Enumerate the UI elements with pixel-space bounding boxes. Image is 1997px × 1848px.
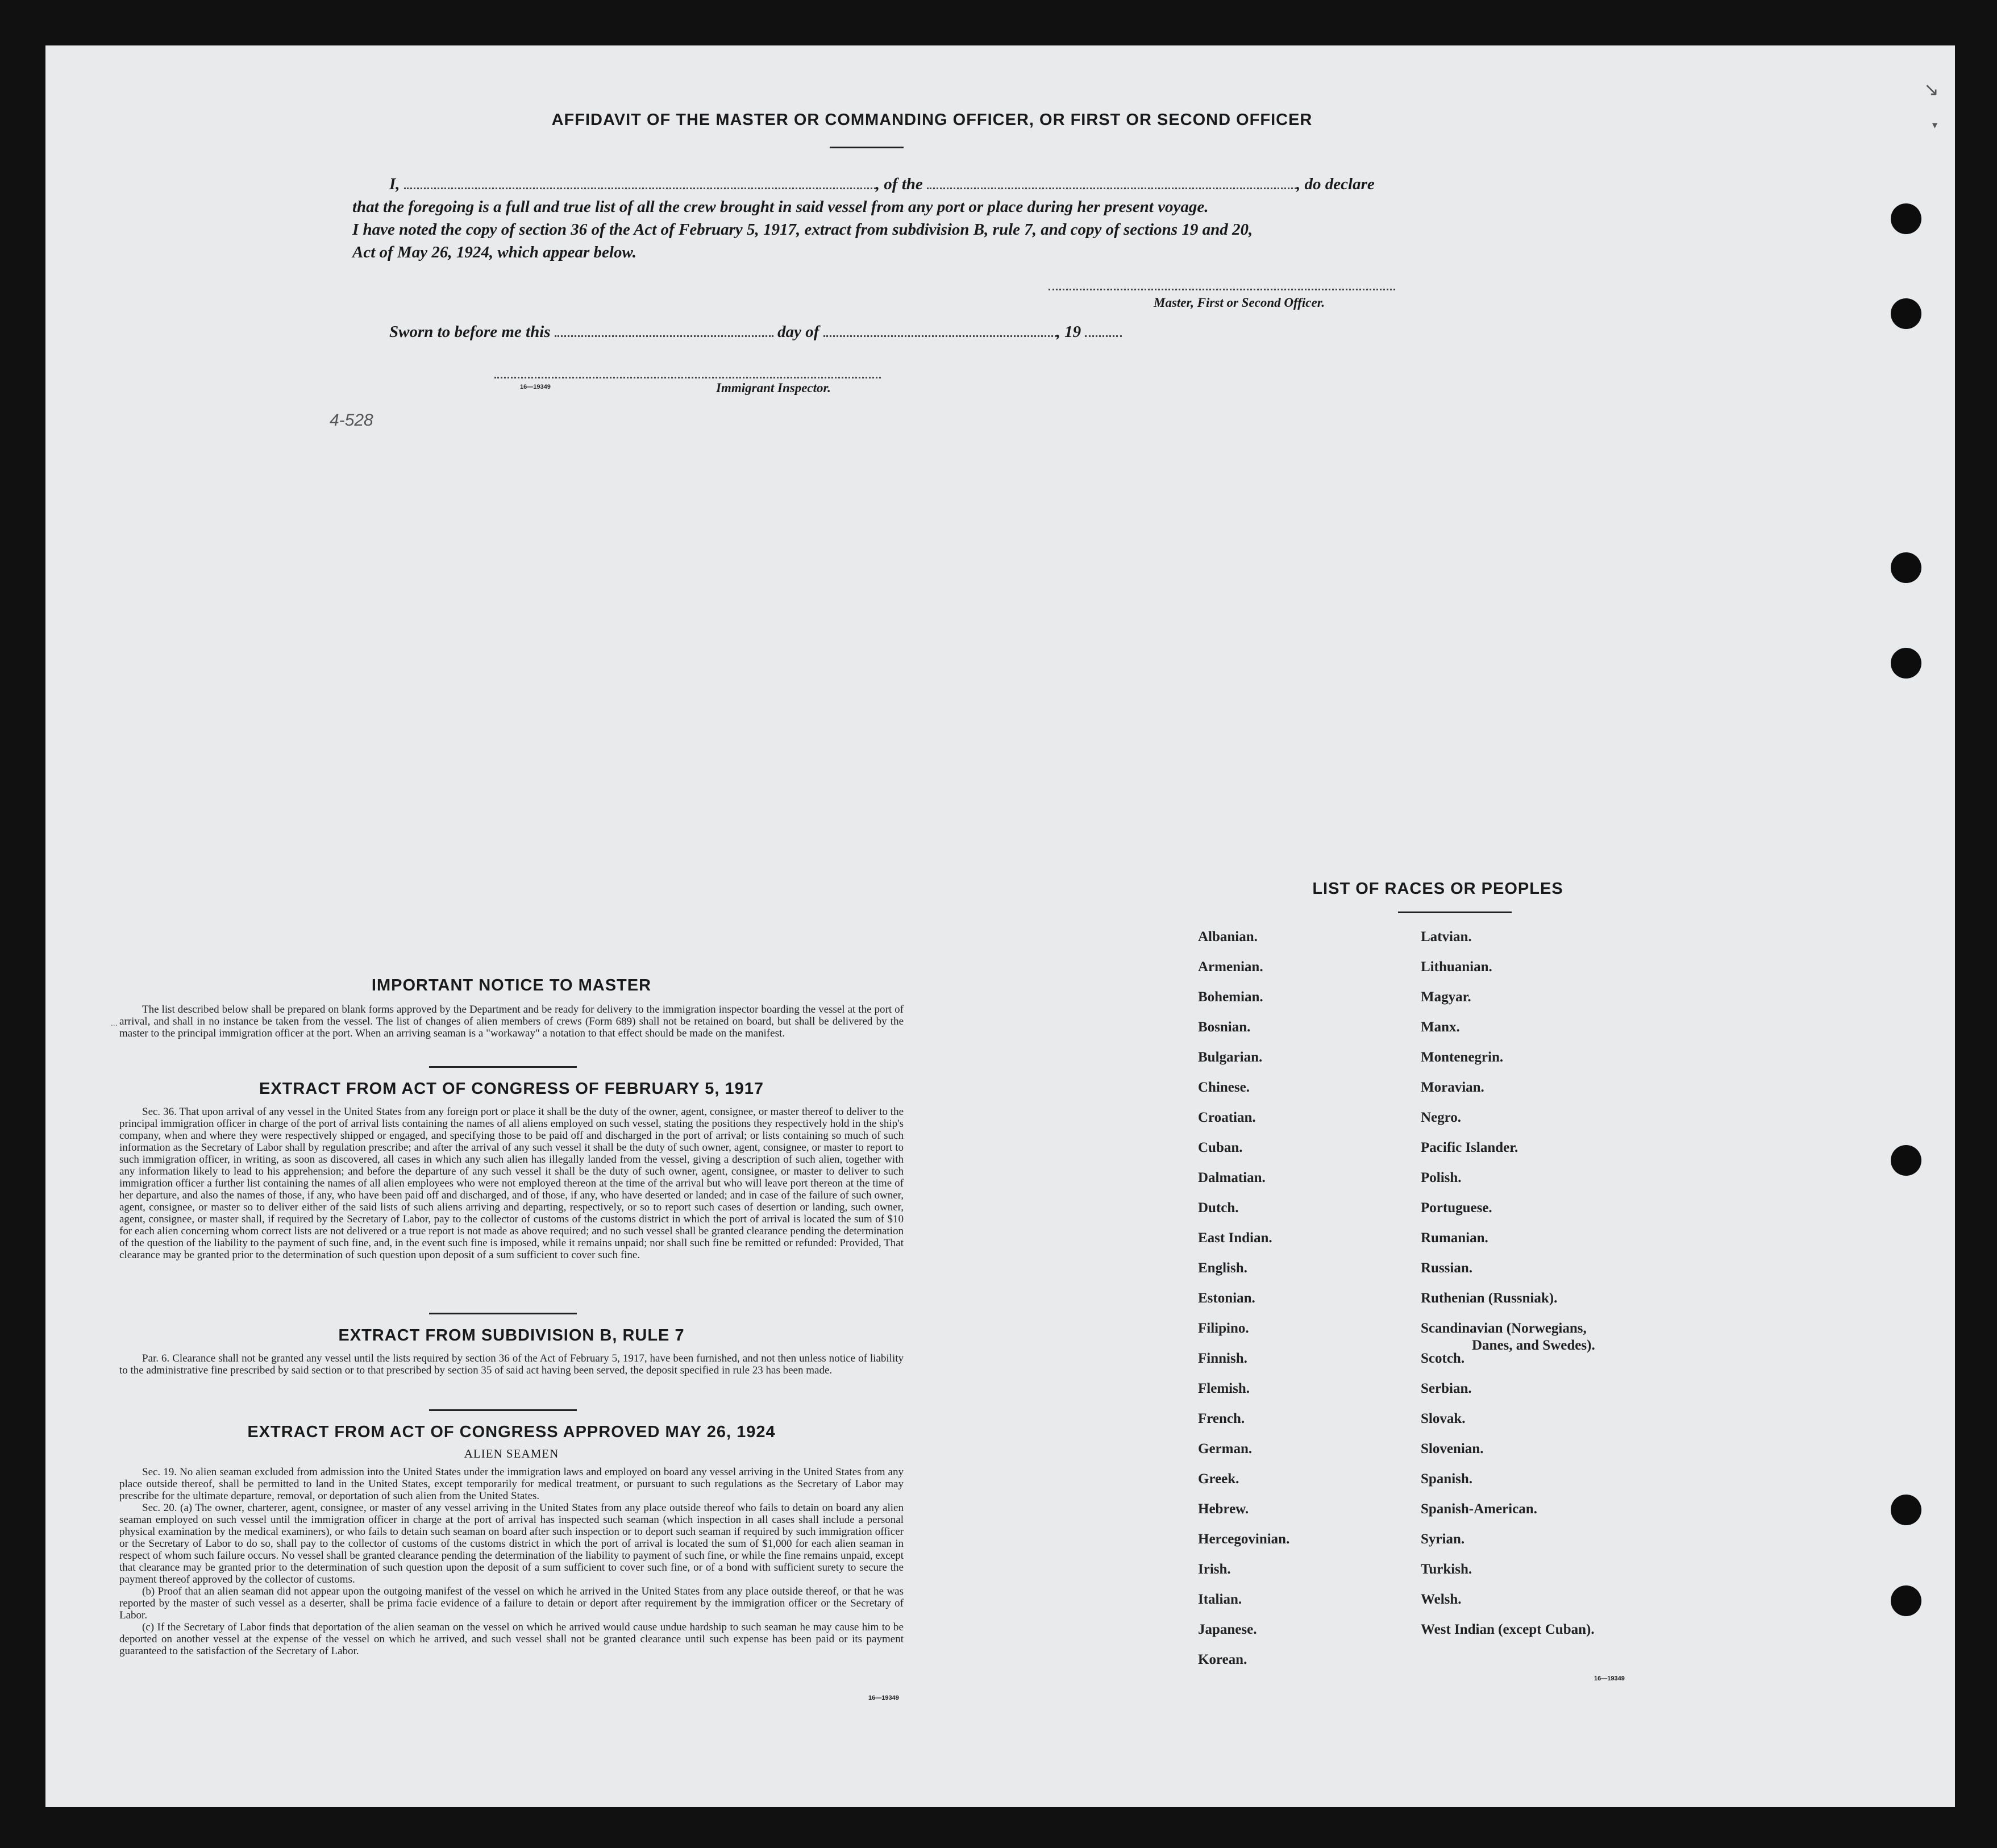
extract-1917-body bbox=[119, 1106, 904, 1261]
race-item: Slovak. bbox=[1421, 1411, 1466, 1426]
form-page bbox=[45, 45, 1955, 1807]
name-blank bbox=[404, 188, 876, 189]
race-item: Turkish. bbox=[1421, 1562, 1472, 1577]
race-item: Negro. bbox=[1421, 1110, 1462, 1125]
notice-paragraph: The list described below shall be prepared on blank forms approved by the Department and be ready for delivery to the immigration inspector boarding the vessel at the port of arrival, and shall in no instance be taken from the vessel. The list of changes of alien members of crews (Form 689) shall not be retained on board, but shall be delivered by the master to the principal immigration officer at the port. When an arriving seaman is a "workaway" a notation to that effect should be made on the manifest. bbox=[119, 1004, 904, 1039]
race-item: Russian. bbox=[1421, 1260, 1473, 1276]
line1-of-the: , of the bbox=[875, 175, 923, 193]
divider bbox=[429, 1409, 577, 1411]
race-item: Magyar. bbox=[1421, 989, 1471, 1005]
race-item: Bulgarian. bbox=[1198, 1050, 1263, 1065]
race-item: Spanish. bbox=[1421, 1471, 1473, 1487]
race-item: Welsh. bbox=[1421, 1592, 1462, 1607]
master-signature-label: Master, First or Second Officer. bbox=[1154, 295, 1325, 310]
divider bbox=[429, 1313, 577, 1314]
race-item: Croatian. bbox=[1198, 1110, 1256, 1125]
race-item: Danes, and Swedes). bbox=[1472, 1338, 1595, 1353]
affidavit-line-1 bbox=[389, 175, 1375, 194]
race-item: German. bbox=[1198, 1441, 1253, 1456]
affidavit-line-2: that the foregoing is a full and true list of all the crew brought in said vessel from any port or place during her present voyage. bbox=[352, 198, 1209, 216]
race-item: Bohemian. bbox=[1198, 989, 1263, 1005]
margin-mark: ▾ bbox=[1932, 119, 1938, 131]
month-blank bbox=[823, 335, 1056, 337]
race-item: Rumanian. bbox=[1421, 1230, 1488, 1246]
race-item: Estonian. bbox=[1198, 1291, 1255, 1306]
sec20c-paragraph: (c) If the Secretary of Labor finds that deportation of the alien seaman on the vessel on which he arrived would cause undue hardship to such seaman he may cause him to be deported on another vessel at the expense of the vessel on which he arrived, and such vessel shall not be granted clearance until such expense has been paid or its payment guaranteed to the satisfaction of the Secretary of Labor. bbox=[119, 1621, 904, 1657]
race-item: Serbian. bbox=[1421, 1381, 1472, 1396]
race-item: Hercegovinian. bbox=[1198, 1531, 1290, 1547]
race-item: West Indian (except Cuban). bbox=[1421, 1622, 1595, 1637]
race-item: Chinese. bbox=[1198, 1080, 1250, 1095]
line1-declare: , do declare bbox=[1296, 175, 1375, 193]
race-item: Spanish-American. bbox=[1421, 1501, 1537, 1517]
inspector-label: Immigrant Inspector. bbox=[716, 381, 831, 395]
race-item: Moravian. bbox=[1421, 1080, 1484, 1095]
race-item: Dalmatian. bbox=[1198, 1170, 1266, 1185]
race-item: Syrian. bbox=[1421, 1531, 1465, 1547]
affidavit-line-4: Act of May 26, 1924, which appear below. bbox=[352, 243, 636, 261]
race-item: Filipino. bbox=[1198, 1321, 1249, 1336]
affidavit-line-3: I have noted the copy of section 36 of the Act of February 5, 1917, extract from subdivision B, rule 7, and copy of sections 19 and 20, bbox=[352, 220, 1253, 239]
races-title-underline bbox=[1398, 911, 1512, 913]
binder-hole bbox=[1891, 552, 1921, 583]
race-item: Manx. bbox=[1421, 1019, 1460, 1035]
year-prefix: , 19 bbox=[1056, 323, 1081, 341]
race-item: Japanese. bbox=[1198, 1622, 1257, 1637]
binder-hole bbox=[1891, 1585, 1921, 1616]
race-item: Bosnian. bbox=[1198, 1019, 1251, 1035]
binder-hole bbox=[1891, 298, 1921, 329]
race-item: Finnish. bbox=[1198, 1351, 1247, 1366]
race-item: Slovenian. bbox=[1421, 1441, 1484, 1456]
binder-hole bbox=[1891, 203, 1921, 234]
sec20b-paragraph: (b) Proof that an alien seaman did not appear upon the outgoing manifest of the vessel on which he arrived in the United States from any place outside thereof, or that he was reported by the master of such vessel as a deserter, shall be prima facie evidence of a failure to detain or deport after requirement by the immigration officer or the Secretary of Labor. bbox=[119, 1585, 904, 1621]
alien-seamen-subtitle: ALIEN SEAMEN bbox=[464, 1447, 559, 1460]
master-signature-line bbox=[1049, 289, 1395, 290]
sec36-paragraph: Sec. 36. That upon arrival of any vessel in the United States from any foreign port or place it shall be the duty of the owner, agent, consignee, or master thereof to deliver to the principal immigration officer in charge of the port of arrival lists containing the names of all aliens employed on such vessel, stating the positions they respectively hold in the ship's company, when and where they were respectively shipped or engaged, and specifying those to be paid off and discharged in the port of arrival; or lists containing so much of such information as the Secretary of Labor shall by regulation prescribe; and after the arrival of any such vessel it shall be the duty of such owner, agent, consignee, or master to report to such immigration officer, in writing, as soon as discovered, all cases in which any such alien has illegally landed from the vessel, giving a description of such alien, together with any information likely to lead to his apprehension; and before the departure of any such vessel it shall be the duty of such owner, agent, consignee, or master to deliver to such immigration officer a further list containing the names of all alien employees who were not employed thereon at the time of the arrival but who will leave port thereon at the time of her departure, and also the names of those, if any, who have been paid off and discharged, and of those, if any, who have deserted or landed; and in case of the failure of such owner, agent, consignee, or master so to deliver either of the said lists of such aliens arriving and departing, respectively, or so to report such cases of desertion or landing, such owner, agent, consignee, or master shall, if required by the Secretary of Labor, pay to the collector of customs of the customs district in which the port of arrival is located the sum of $10 for each alien concerning whom correct lists are not delivered or a true report is not made as above required; and no such vessel shall be granted clearance pending the determination of the question of the liability to the payment of such fine, and, in the event such fine is imposed, while it remains unpaid; nor shall such fine be remitted or refunded: Provided, That clearance may be granted prior to the determination of such question upon deposit of a sum sufficient to cover such fine. bbox=[119, 1106, 904, 1261]
extract-rule7-title: EXTRACT FROM SUBDIVISION B, RULE 7 bbox=[338, 1326, 685, 1345]
races-form-number: 16—19349 bbox=[1594, 1675, 1625, 1682]
race-item: Scandinavian (Norwegians, bbox=[1421, 1321, 1587, 1336]
race-item: Korean. bbox=[1198, 1652, 1247, 1667]
race-item: Pacific Islander. bbox=[1421, 1140, 1518, 1155]
race-item: Italian. bbox=[1198, 1592, 1242, 1607]
inspector-signature-line bbox=[494, 377, 881, 378]
margin-mark: ↘ bbox=[1924, 79, 1939, 99]
day-of-text: day of bbox=[777, 323, 819, 341]
sec20a-paragraph: Sec. 20. (a) The owner, charterer, agent, consignee, or master of any vessel arriving in the United States from any place outside thereof who fails to detain on board any alien seaman employed on such vessel until the immigration officer in charge at the port of arrival has inspected such seaman (which inspection in all cases shall include a personal physical examination by the medical examiners), or who fails to detain such seaman on board after such inspection or to deport such seaman if required by such immigration officer or the Secretary of Labor to do so, shall pay to the collector of customs of the customs district in which the port of arrival is located the sum of $1,000 for each alien seaman in respect of whom such failure occurs. No vessel shall be granted clearance pending the determination of the liability to payment of such fine, or while the fine remains unpaid, except that clearance may be granted prior to the determination of such question upon the deposit of a sum sufficient to cover such fine, or of a bond with sufficient surety to secure the payment thereof approved by the collector of customs. bbox=[119, 1502, 904, 1585]
divider bbox=[429, 1066, 577, 1068]
notice-body bbox=[119, 1004, 904, 1039]
extract-1917-title: EXTRACT FROM ACT OF CONGRESS OF FEBRUARY 5, 1917 bbox=[259, 1080, 764, 1098]
race-item: Armenian. bbox=[1198, 959, 1263, 975]
binder-hole bbox=[1891, 1495, 1921, 1525]
par6-paragraph: Par. 6. Clearance shall not be granted any vessel until the lists required by section 36 of the Act of February 5, 1917, have been furnished, and not then unless notice of liability to the administrative fine prescribed by said section or to that prescribed by section 35 of said act having been served, the deposit specified in rule 23 has been made. bbox=[119, 1352, 904, 1376]
year-blank bbox=[1085, 335, 1122, 337]
line1-i: I, bbox=[389, 175, 400, 193]
race-item: Hebrew. bbox=[1198, 1501, 1249, 1517]
affidavit-form-number: 16—19349 bbox=[520, 384, 551, 390]
race-item: Irish. bbox=[1198, 1562, 1231, 1577]
race-item: Portuguese. bbox=[1421, 1200, 1492, 1216]
vessel-blank bbox=[927, 188, 1296, 189]
binder-hole bbox=[1891, 648, 1921, 679]
sec19-paragraph: Sec. 19. No alien seaman excluded from admission into the United States under the immigration laws and employed on board any vessel arriving in the United States from any place outside thereof, shall be permitted to land in the United States, except temporarily for medical treatment, or pursuant to such regulations as the Secretary of Labor may prescribe for the ultimate departure, removal, or deportation of such alien from the United States. bbox=[119, 1466, 904, 1502]
race-item: Lithuanian. bbox=[1421, 959, 1492, 975]
title-underline bbox=[830, 147, 904, 148]
binder-hole bbox=[1891, 1145, 1921, 1176]
sworn-line bbox=[389, 323, 1122, 342]
race-item: Flemish. bbox=[1198, 1381, 1250, 1396]
race-item: Scotch. bbox=[1421, 1351, 1465, 1366]
extract-rule7-body bbox=[119, 1352, 904, 1376]
extract-1924-body bbox=[119, 1466, 904, 1657]
sworn-text: Sworn to before me this bbox=[389, 323, 551, 341]
race-item: Latvian. bbox=[1421, 929, 1472, 944]
races-title: LIST OF RACES OR PEOPLES bbox=[1312, 880, 1563, 898]
race-item: Montenegrin. bbox=[1421, 1050, 1504, 1065]
notice-title: IMPORTANT NOTICE TO MASTER bbox=[371, 976, 652, 994]
race-item: Greek. bbox=[1198, 1471, 1239, 1487]
race-item: Albanian. bbox=[1198, 929, 1258, 944]
race-item: Cuban. bbox=[1198, 1140, 1243, 1155]
sworn-day-blank bbox=[555, 335, 773, 337]
race-item: Dutch. bbox=[1198, 1200, 1239, 1216]
race-item: East Indian. bbox=[1198, 1230, 1272, 1246]
margin-mark: ∙∙∙ bbox=[111, 1020, 118, 1029]
race-item: Polish. bbox=[1421, 1170, 1462, 1185]
race-item: Ruthenian (Russniak). bbox=[1421, 1291, 1558, 1306]
race-item: English. bbox=[1198, 1260, 1247, 1276]
extract-form-number: 16—19349 bbox=[868, 1695, 899, 1701]
extract-1924-title: EXTRACT FROM ACT OF CONGRESS APPROVED MAY 26, 1924 bbox=[247, 1423, 776, 1441]
race-item: French. bbox=[1198, 1411, 1245, 1426]
affidavit-title: AFFIDAVIT OF THE MASTER OR COMMANDING OFFICER, OR FIRST OR SECOND OFFICER bbox=[551, 111, 1313, 129]
handwritten-mark: 4-528 bbox=[330, 411, 373, 430]
